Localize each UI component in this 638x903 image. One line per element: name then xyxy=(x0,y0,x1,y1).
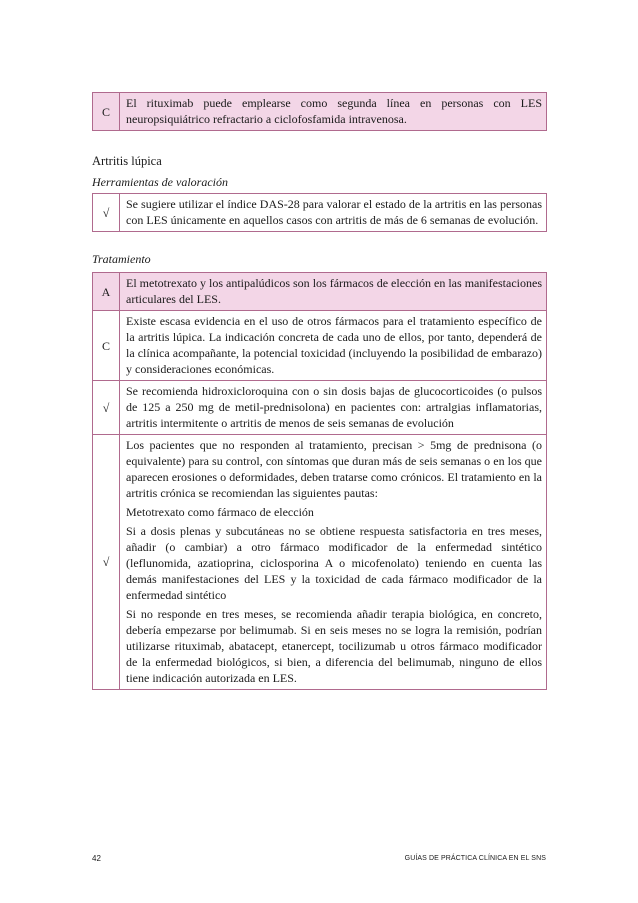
grade-cell: A xyxy=(93,273,120,311)
recommendation-text: El rituximab puede emplearse como segunda línea en personas con LES neuropsiquiátrico refractario a ciclofosfamida intravenosa. xyxy=(120,93,547,131)
assessment-table xyxy=(92,193,547,232)
footer-title: GUÍAS DE PRÁCTICA CLÍNICA EN EL SNS xyxy=(404,855,546,862)
grade-cell: C xyxy=(93,311,120,381)
section-title: Artritis lúpica xyxy=(92,154,162,168)
paragraph: Metotrexato como fármaco de elección xyxy=(126,505,314,519)
paragraph: Si no responde en tres meses, se recomienda añadir terapia biológica, en concreto, debería empezarse por belimumab. Si en seis meses no se logra la remisión, podrían utilizarse rituximab, abatacept, etanercept, tocilizumab u otros fármaco modificador de la enfermedad biológicos, si bien, a diferencia del belimumab, ninguno de ellos tiene indicación autorizada en LES. xyxy=(126,607,542,685)
recommendation-table-top xyxy=(92,92,547,131)
grade-cell: √ xyxy=(93,435,120,690)
grade-cell: √ xyxy=(93,381,120,435)
recommendation-text: El metotrexato y los antipalúdicos son los fármacos de elección en las manifestaciones articulares del LES. xyxy=(120,273,547,311)
grade-cell: √ xyxy=(93,194,120,232)
treatment-table xyxy=(92,272,547,690)
grade-cell: C xyxy=(93,93,120,131)
recommendation-row xyxy=(93,381,547,435)
recommendation-row xyxy=(93,273,547,311)
recommendation-row xyxy=(93,311,547,381)
recommendation-row xyxy=(93,435,547,690)
recommendation-text xyxy=(120,435,547,690)
page-number: 42 xyxy=(92,854,101,863)
recommendation-row xyxy=(93,93,547,131)
recommendation-text: Se recomienda hidroxicloroquina con o sin dosis bajas de glucocorticoides (o pulsos de 125 a 250 mg de metil-prednisolona) en pacientes con: artralgias inflamatorias, artritis intermitente o artritis de menos de seis semanas de evolución xyxy=(120,381,547,435)
recommendation-row xyxy=(93,194,547,232)
assessment-subtitle: Herramientas de valoración xyxy=(92,175,228,189)
paragraph: Si a dosis plenas y subcutáneas no se obtiene respuesta satisfactoria en tres meses, añadir (o cambiar) a otro fármaco modificador de la enfermedad sintético (leflunomida, azatioprina, ciclosporina A o micofenolato) teniendo en cuenta las demás manifestaciones del LES y la toxicidad de cada fármaco modificador de la enfermedad sintético xyxy=(126,524,542,602)
treatment-subtitle: Tratamiento xyxy=(92,252,151,266)
recommendation-text: Se sugiere utilizar el índice DAS-28 para valorar el estado de la artritis en las personas con LES únicamente en aquellos casos con artritis de más de 6 semanas de evolución. xyxy=(120,194,547,232)
recommendation-text: Existe escasa evidencia en el uso de otros fármacos para el tratamiento específico de la artritis lúpica. La indicación concreta de cada uno de ellos, por tanto, dependerá de la clínica acompañante, la potencial toxicidad (incluyendo la posibilidad de embarazo) y consideraciones económicas. xyxy=(120,311,547,381)
paragraph: Los pacientes que no responden al tratamiento, precisan > 5mg de prednisona (o equivalente) para su control, con síntomas que duran más de seis semanas o en los que aparecen erosiones o deformidades, deben tratarse como crónicos. El tratamiento en la artritis crónica se recomiendan las siguientes pautas: xyxy=(126,438,542,500)
